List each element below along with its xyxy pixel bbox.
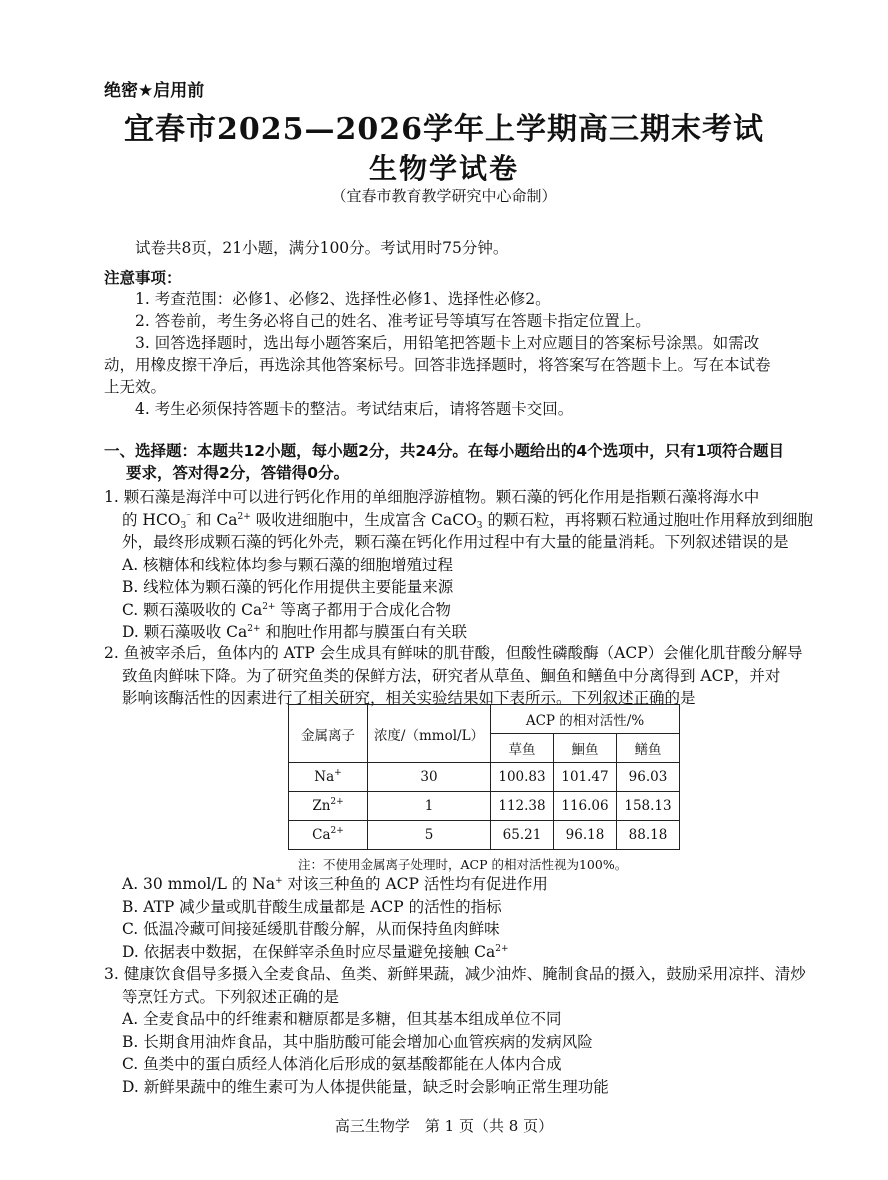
notice-item-2: 2. 答卷前，考生务必将自己的姓名、准考证号等填写在答题卡指定位置上。: [135, 312, 651, 330]
notice-item-3-line-3: 上无效。: [104, 378, 167, 396]
question-1: [104, 486, 884, 644]
q1-sub-caco3: 3: [476, 520, 483, 531]
q1-text-b: 和 Ca: [191, 510, 238, 529]
q2-option-a-rest: 对该三种鱼的 ACP 活性均有促进作用: [282, 875, 548, 893]
q3-option-b: B. 长期食用油炸食品，其中脂肪酸可能会增加心血管疾病的发病风险: [122, 1032, 593, 1051]
exam-subtitle: 生物学试卷: [368, 152, 519, 185]
q1-sub-3: 3: [180, 520, 187, 531]
notice-heading: 注意事项：: [104, 269, 182, 287]
exam-title: 宜春市2025—2026学年上学期高三期末考试: [124, 112, 764, 147]
exam-intro: 试卷共8页，21小题，满分100分。考试用时75分钟。: [135, 239, 509, 257]
table-cell: 112.38: [491, 792, 554, 821]
table-row: [289, 763, 680, 792]
table-header-concentration: 浓度/（mmol/L）: [368, 705, 491, 763]
table-cell-ion: [289, 792, 368, 821]
q3-option-d: D. 新鲜果蔬中的维生素可为人体提供能量，缺乏时会影响正常生理功能: [122, 1077, 609, 1096]
q1-stem-line-2: [104, 509, 884, 532]
q1-text-a: 的 HCO: [122, 510, 181, 529]
q1-text-d: 的颗石粒，再将颗石粒通过胞吐作用释放到细胞: [482, 510, 813, 529]
question-3: [104, 963, 884, 1098]
table-cell: 100.83: [491, 763, 554, 792]
ion-name: Na: [314, 769, 335, 785]
table-cell: 96.03: [617, 763, 680, 792]
q1-option-b: B. 线粒体为颗石藻的钙化作用提供主要能量来源: [122, 578, 454, 596]
q2-option-a-sup: +: [275, 876, 283, 886]
q2-option-a-text: A. 30 mmol/L 的 Na: [122, 875, 276, 893]
notice-item-3-line-2: 动，用橡皮擦干净后，再选涂其他答案标号。回答非选择题时，将答案写在答题卡上。写在本试卷: [104, 356, 771, 374]
q2-option-a: [104, 873, 884, 896]
q2-option-d-text: D. 依据表中数据，在保鲜宰杀鱼时应尽量避免接触 Ca: [122, 942, 496, 961]
table-cell: 1: [368, 792, 491, 821]
table-cell: 65.21: [491, 821, 554, 850]
table-header-acp: ACP 的相对活性/%: [491, 705, 680, 734]
notice-item-4: 4. 考生必须保持答题卡的整洁。考试结束后，请将答题卡交回。: [135, 400, 574, 418]
table-note: 注：不使用金属离子处理时，ACP 的相对活性视为100%。: [298, 857, 628, 872]
q1-option-d: [104, 621, 884, 644]
q1-option-d-sup: 2+: [247, 624, 261, 634]
q1-option-d-rest: 和胞吐作用都与膜蛋白有关联: [260, 623, 467, 641]
q1-text-c: 吸收进细胞中，生成富含 CaCO: [250, 510, 477, 529]
section-heading-line-2: 要求，答对得2分，答错得0分。: [126, 464, 350, 482]
table-header-fish-1: 草鱼: [491, 734, 554, 763]
ion-charge: 2+: [330, 826, 344, 836]
table-header-fish-2: 鮰鱼: [554, 734, 617, 763]
ion-charge: +: [334, 768, 342, 778]
question-2: [104, 642, 884, 710]
q1-stem-line-1: 1. 颗石藻是海洋中可以进行钙化作用的单细胞浮游植物。颗石藻的钙化作用是指颗石藻将海水中: [104, 488, 760, 506]
q2-option-d-sup: 2+: [495, 943, 509, 954]
table-header-ion: 金属离子: [289, 705, 368, 763]
q3-option-c: C. 鱼类中的蛋白质经人体消化后形成的氨基酸都能在人体内合成: [122, 1055, 562, 1073]
q2-stem-line-2: 致鱼肉鲜味下降。为了研究鱼类的保鲜方法，研究者从草鱼、鮰鱼和鳝鱼中分离得到 ACP，并对: [122, 666, 781, 685]
table-row: [289, 792, 680, 821]
q2-stem-line-3: 影响该酶活性的因素进行了相关研究，相关实验结果如下表所示。下列叙述正确的是: [122, 689, 696, 707]
page-footer: 高三生物学 第 1 页（共 8 页）: [334, 1117, 554, 1135]
section-heading-line-1: 一、选择题：本题共12小题，每小题2分，共24分。在每小题给出的4个选项中，只有1项符合题目: [104, 442, 784, 460]
table-cell-ion: [289, 821, 368, 850]
ion-name: Zn: [312, 798, 331, 814]
section-heading: [104, 440, 884, 484]
notice-item-3-line-1: 3. 回答选择题时，选出每小题答案后，用铅笔把答题卡上对应题目的答案标号涂黑。如需改: [135, 334, 760, 352]
q2-option-d: [104, 941, 884, 964]
table-cell: 116.06: [554, 792, 617, 821]
q1-option-c-text: C. 颗石藻吸收的 Ca: [122, 600, 263, 619]
ion-name: Ca: [312, 827, 331, 843]
table-cell-ion: [289, 763, 368, 792]
table-cell: 96.18: [554, 821, 617, 850]
table-cell: 5: [368, 821, 491, 850]
q1-sup-ca: 2+: [237, 511, 251, 522]
table-row: [289, 821, 680, 850]
q1-option-c: [104, 599, 884, 622]
question-2-options: [104, 873, 884, 963]
table-cell: 88.18: [617, 821, 680, 850]
q2-stem-line-1: 2. 鱼被宰杀后，鱼体内的 ATP 会生成具有鲜味的肌苷酸，但酸性磷酸酶（ACP）会催化肌苷酸分解导: [104, 644, 803, 662]
acp-activity-table: [288, 704, 680, 850]
q1-sup-minus: ⁻: [186, 511, 192, 522]
confidential-mark: 绝密★启用前: [104, 81, 205, 101]
q3-stem-line-1: 3. 健康饮食倡导多摄入全麦食品、鱼类、新鲜果蔬，减少油炸、腌制食品的摄入，鼓励采用凉拌、清炒: [104, 965, 806, 983]
q2-option-c: C. 低温冷藏可间接延缓肌苷酸分解，从而保持鱼肉鲜味: [122, 920, 500, 938]
q3-option-a: A. 全麦食品中的纤维素和糖原都是多糖，但其基本组成单位不同: [122, 1010, 562, 1028]
ion-charge: 2+: [330, 797, 344, 807]
table-header-fish-3: 鳝鱼: [617, 734, 680, 763]
table-cell: 30: [368, 763, 491, 792]
q1-stem-line-3: 外，最终形成颗石藻的钙化外壳，颗石藻在钙化作用过程中有大量的能量消耗。下列叙述错误的是: [122, 533, 789, 551]
q1-option-c-sup: 2+: [262, 601, 276, 612]
q3-stem-line-2: 等烹饪方式。下列叙述正确的是: [122, 987, 340, 1006]
table-cell: 101.47: [554, 763, 617, 792]
q1-option-c-rest: 等离子都用于合成化合物: [275, 600, 451, 619]
exam-issuer: （宜春市教育教学研究中心命制）: [331, 187, 557, 205]
q2-option-b: B. ATP 减少量或肌苷酸生成量都是 ACP 的活性的指标: [122, 897, 502, 916]
q1-option-a: A. 核糖体和线粒体均参与颗石藻的细胞增殖过程: [122, 555, 454, 574]
table-cell: 158.13: [617, 792, 680, 821]
q1-option-d-text: D. 颗石藻吸收 Ca: [122, 623, 248, 641]
notice-item-1: 1. 考查范围：必修1、必修2、选择性必修1、选择性必修2。: [135, 290, 551, 308]
